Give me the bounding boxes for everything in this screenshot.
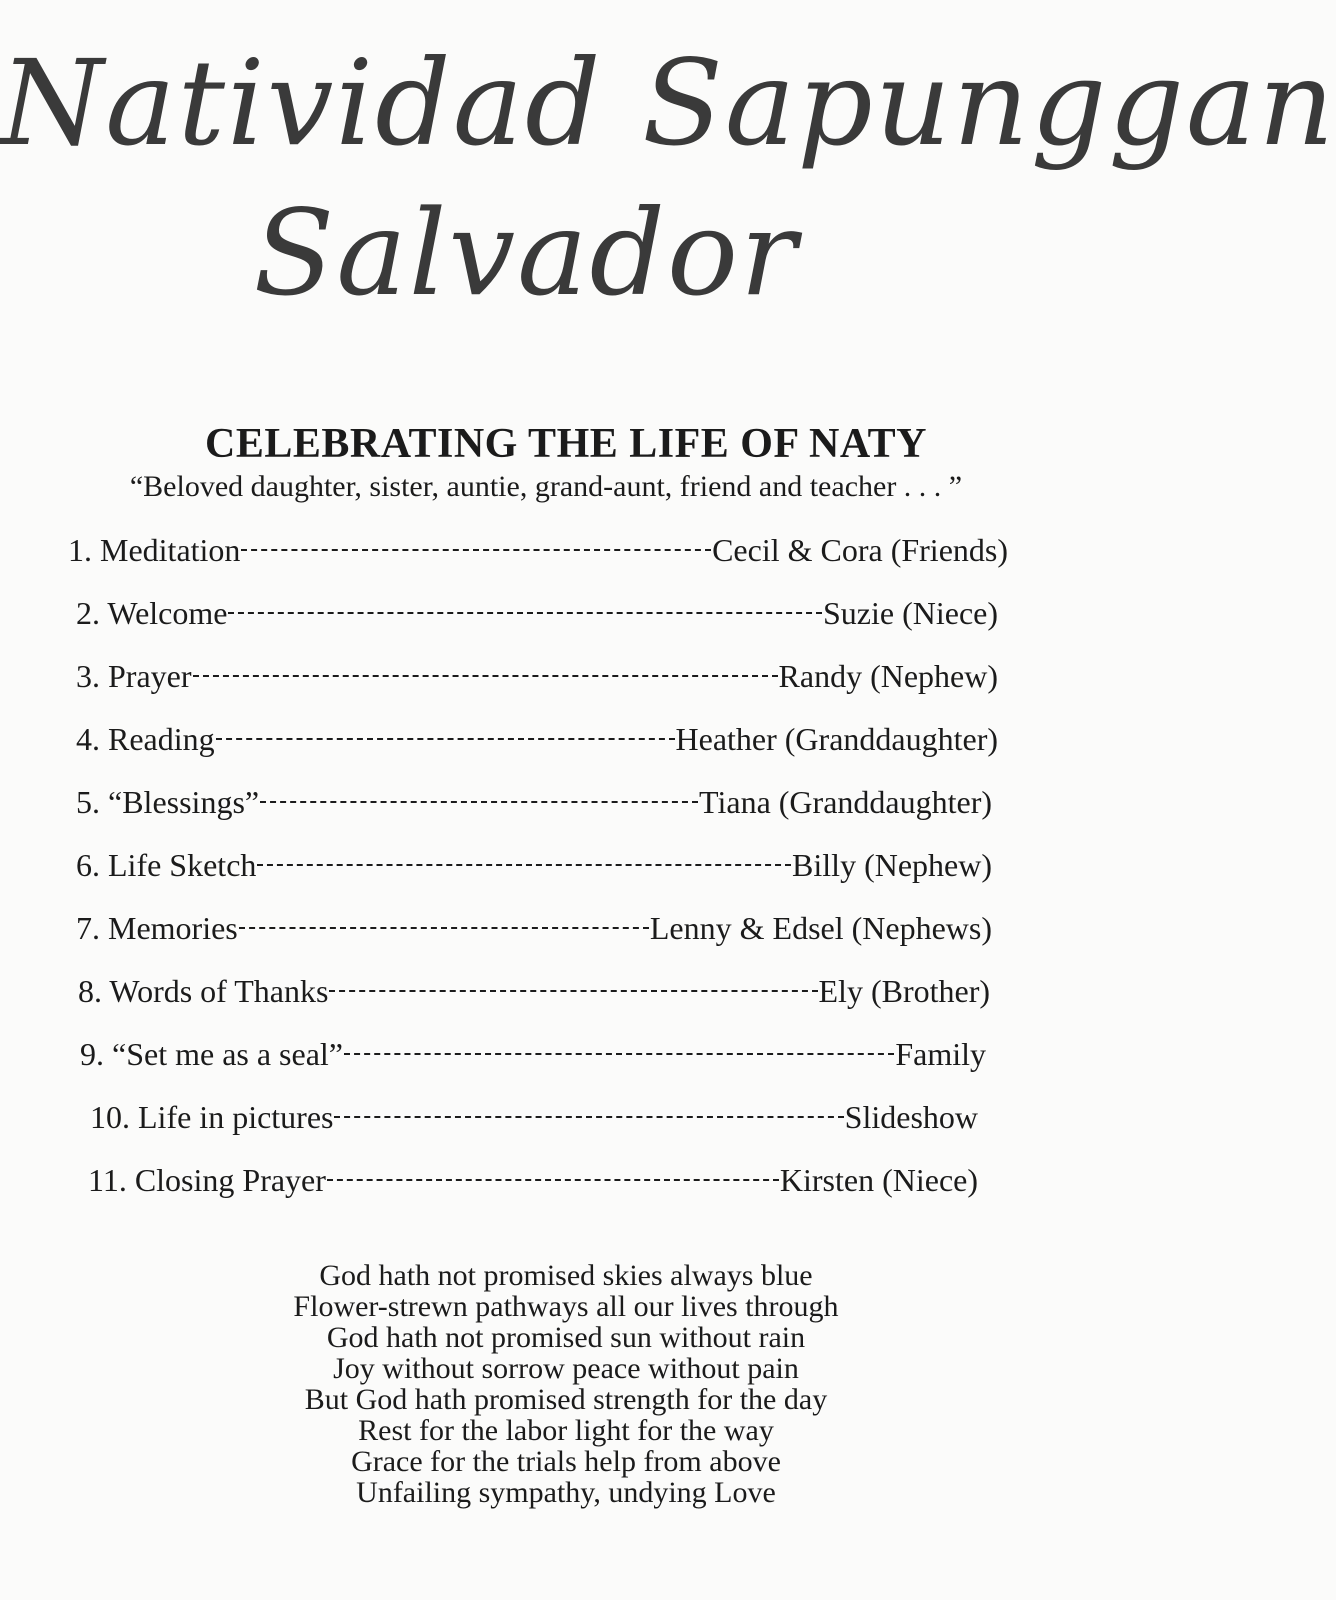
dotted-leader	[228, 612, 822, 614]
dotted-leader	[239, 927, 649, 929]
poem-line: God hath not promised sun without rain	[326, 1321, 806, 1354]
program-item-label: 11. Closing Prayer	[88, 1162, 326, 1198]
subtitle-quote: “Beloved daughter, sister, auntie, grand-aunt, friend and teacher . . . ”	[129, 470, 963, 503]
program-item-label: 3. Prayer	[76, 658, 192, 694]
program-item	[76, 717, 998, 761]
program-item-label: 10. Life in pictures	[90, 1099, 334, 1135]
program-item-person: Cecil & Cora (Friends)	[712, 532, 1008, 568]
name-title-line-2: Salvador	[253, 184, 799, 322]
program-item-label: 4. Reading	[76, 721, 215, 757]
page-heading: CELEBRATING THE LIFE OF NATY	[205, 421, 927, 467]
poem-line: God hath not promised skies always blue	[319, 1259, 813, 1292]
dotted-leader	[257, 864, 791, 866]
program-item	[88, 1158, 978, 1202]
program-item	[76, 780, 992, 824]
poem-line: Grace for the trials help from above	[351, 1445, 781, 1478]
dotted-leader	[241, 549, 711, 551]
program-item-person: Tiana (Granddaughter)	[699, 784, 992, 820]
dotted-leader	[329, 990, 817, 992]
poem-line: But God hath promised strength for the day	[304, 1383, 828, 1416]
program-item-label: 8. Words of Thanks	[78, 973, 329, 1009]
name-title-line-1: Natividad Sapunggan	[0, 34, 1336, 172]
program-item-label: 1. Meditation	[68, 532, 241, 568]
program-item-label: 9. “Set me as a seal”	[80, 1036, 343, 1072]
program-item	[68, 528, 1008, 572]
program-item-person: Ely (Brother)	[818, 973, 990, 1009]
program-item-person: Heather (Granddaughter)	[675, 721, 998, 757]
dotted-leader	[216, 738, 675, 740]
program-item	[76, 591, 998, 635]
program-item-person: Kirsten (Niece)	[779, 1162, 978, 1198]
program-item-person: Lenny & Edsel (Nephews)	[649, 910, 992, 946]
program-item-person: Billy (Nephew)	[792, 847, 992, 883]
program-item-label: 6. Life Sketch	[76, 847, 257, 883]
dotted-leader	[260, 801, 698, 803]
dotted-leader	[193, 675, 778, 677]
poem-line: Rest for the labor light for the way	[358, 1414, 774, 1447]
program-item-person: Suzie (Niece)	[822, 595, 998, 631]
program-item-person: Randy (Nephew)	[778, 658, 998, 694]
program-item	[76, 906, 992, 950]
program-item	[78, 969, 990, 1013]
program-item-label: 5. “Blessings”	[76, 784, 260, 820]
program-item-label: 2. Welcome	[76, 595, 228, 631]
poem-line: Joy without sorrow peace without pain	[333, 1352, 799, 1385]
dotted-leader	[344, 1053, 894, 1055]
program-item	[90, 1095, 978, 1139]
program-item	[76, 654, 998, 698]
dotted-leader	[327, 1179, 779, 1181]
poem-line: Unfailing sympathy, undying Love	[356, 1476, 776, 1509]
program-item-label: 7. Memories	[76, 910, 238, 946]
poem-line: Flower-strewn pathways all our lives through	[293, 1290, 839, 1323]
program-item	[80, 1032, 986, 1076]
program-item-person: Family	[895, 1036, 986, 1072]
program-item-person: Slideshow	[844, 1099, 978, 1135]
dotted-leader	[334, 1116, 843, 1118]
program-item	[76, 843, 992, 887]
poem	[0, 1260, 1132, 1508]
